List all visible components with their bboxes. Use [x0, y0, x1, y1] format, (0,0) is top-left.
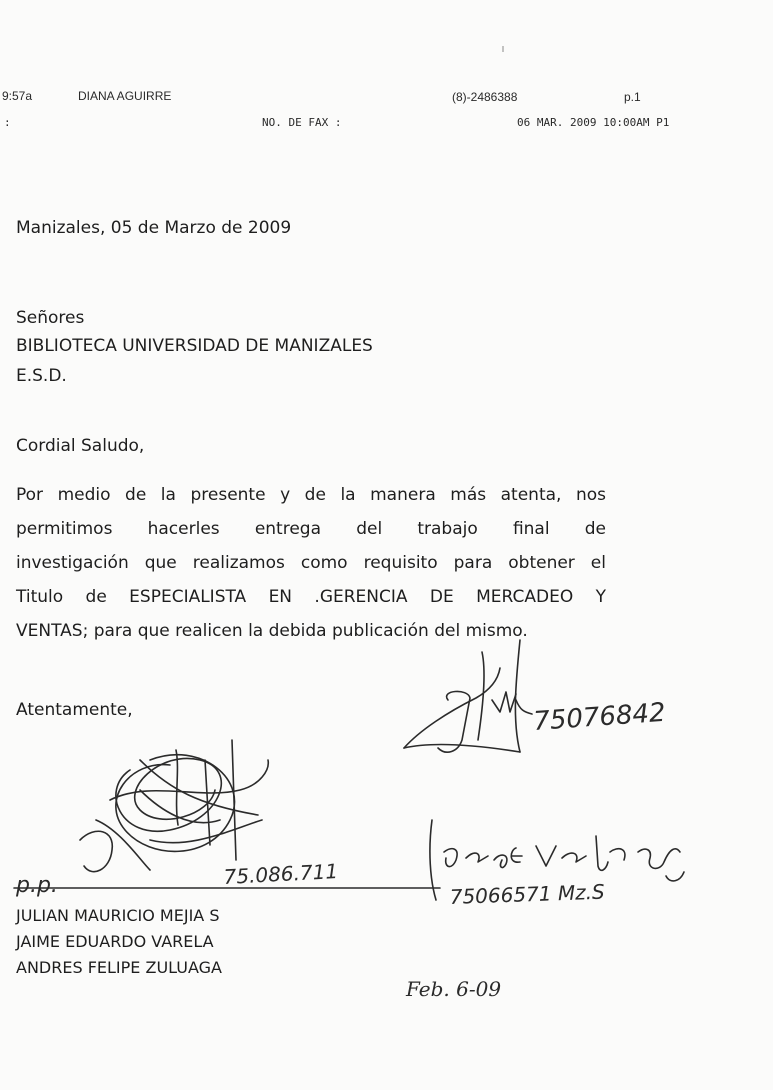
fax-page: p.1: [624, 90, 641, 104]
signature-1: [404, 640, 532, 752]
recipient-line-3: E.S.D.: [16, 366, 67, 386]
body-line: VENTAS; para que realicen la debida publicación del mismo.: [16, 621, 528, 641]
recipient-line-2: BIBLIOTECA UNIVERSIDAD DE MANIZALES: [16, 336, 373, 356]
fax-sender: DIANA AGUIRRE: [78, 89, 172, 103]
body-line: permitimos hacerles entrega del trabajo final de: [16, 519, 606, 539]
fax-date-stamp: 06 MAR. 2009 10:00AM P1: [517, 116, 670, 129]
body-line: Titulo de ESPECIALISTA EN .GERENCIA DE MERCADEO Y: [16, 587, 606, 607]
handwritten-id-1: 75076842: [532, 697, 667, 737]
fax-number-label: NO. DE FAX :: [262, 116, 342, 129]
handwritten-date-note: Feb. 6-09: [406, 977, 502, 1001]
handwritten-id-2: 75.086.711: [223, 859, 339, 889]
body-line: investigación que realizamos como requisito para obtener el: [16, 553, 606, 573]
greeting: Cordial Saludo,: [16, 436, 145, 456]
fax-time: 9:57a: [2, 89, 33, 103]
recipient-line-1: Señores: [16, 308, 85, 328]
signature-2-scribble: [80, 740, 268, 872]
signatory-name: JULIAN MAURICIO MEJIA S: [16, 906, 220, 925]
fax-left-mark: :: [4, 116, 11, 129]
letter-date: Manizales, 05 de Marzo de 2009: [16, 218, 292, 238]
handwritten-id-3: 75066571 Mz.S: [449, 879, 606, 909]
signatory-name: JAIME EDUARDO VARELA: [16, 932, 214, 951]
pp-mark: p.p.: [16, 873, 58, 898]
fax-phone: (8)-2486388: [452, 90, 518, 104]
body-line: Por medio de la presente y de la manera más atenta, nos: [16, 485, 606, 505]
closing: Atentamente,: [16, 700, 133, 720]
signatory-name: ANDRES FELIPE ZULUAGA: [16, 958, 222, 977]
